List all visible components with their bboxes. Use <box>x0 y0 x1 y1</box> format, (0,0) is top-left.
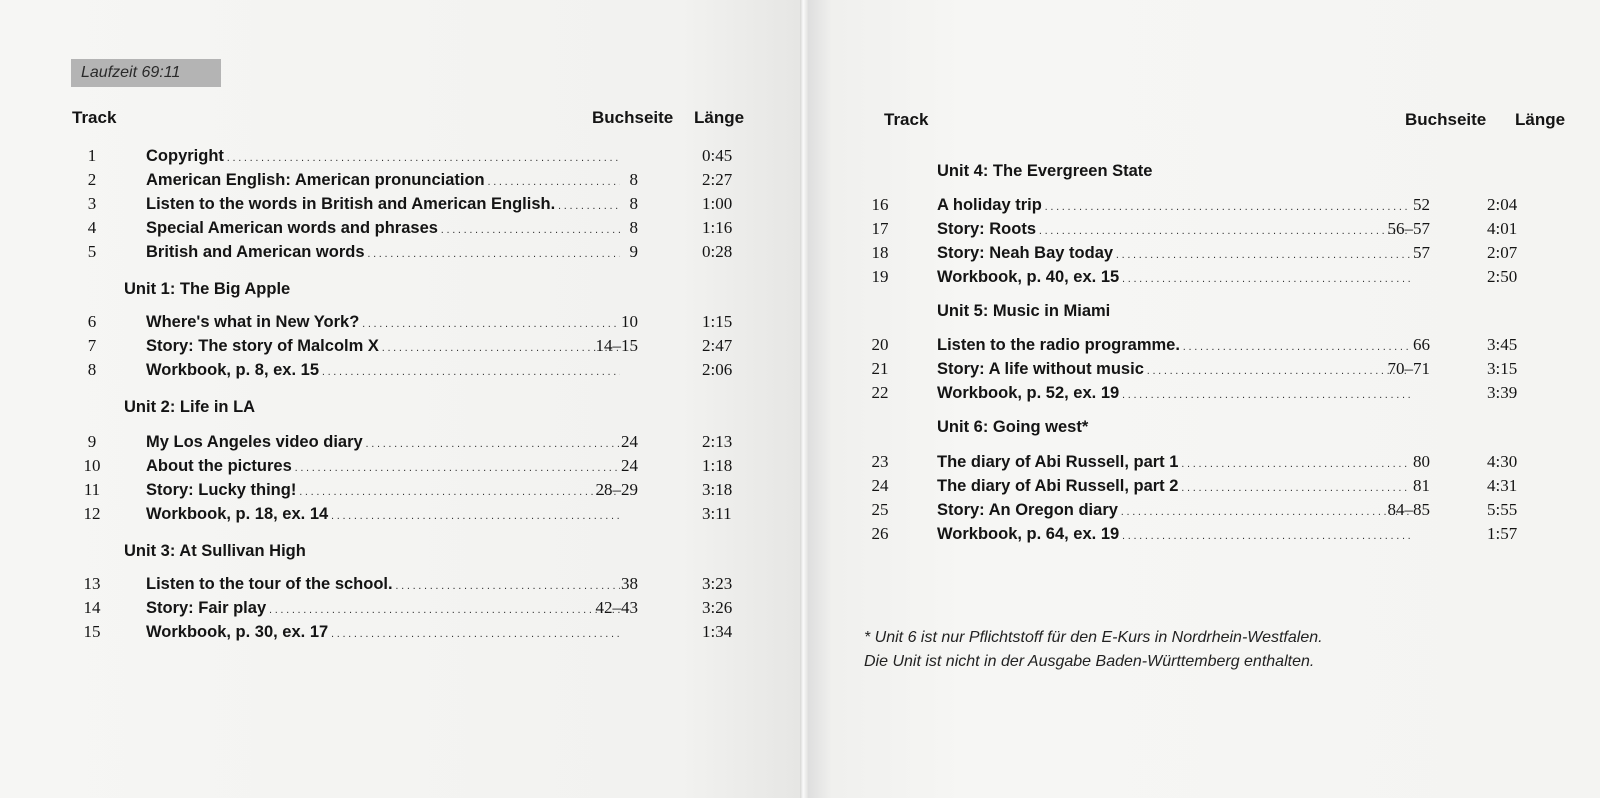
track-number: 23 <box>871 452 889 471</box>
track-number: 11 <box>83 480 101 499</box>
track-number: 14 <box>83 598 101 617</box>
track-number: 26 <box>871 524 889 543</box>
track-number: 9 <box>87 432 97 451</box>
track-title: Listen to the words in British and American English. . . . <box>146 192 620 218</box>
track-page: 8 <box>629 194 638 213</box>
track-number: 15 <box>83 622 101 641</box>
track-length: 2:47 <box>702 336 733 355</box>
footnote <box>864 626 1323 674</box>
track-page: 10 <box>621 312 638 331</box>
track-length: 1:34 <box>702 622 733 641</box>
track-title: Listen to the radio programme. . . . <box>937 333 1410 359</box>
track-length: 1:16 <box>702 218 733 237</box>
track-title: My Los Angeles video diary . . . <box>146 430 620 456</box>
track-number: 24 <box>871 476 889 495</box>
track-title: About the pictures . . . <box>146 454 620 480</box>
track-number: 25 <box>871 500 889 519</box>
track-number: 16 <box>871 195 889 214</box>
track-length: 2:06 <box>702 360 733 379</box>
track-number: 10 <box>83 456 101 475</box>
track-page: 9 <box>629 242 638 261</box>
track-page: 81 <box>1413 476 1430 495</box>
track-page: 80 <box>1413 452 1430 471</box>
track-number: 17 <box>871 219 889 238</box>
page-column-header: Buchseite <box>1405 110 1487 129</box>
track-column-header: Track <box>72 108 117 127</box>
track-number: 3 <box>87 194 97 213</box>
track-length: 2:13 <box>702 432 733 451</box>
track-length: 3:23 <box>702 574 733 593</box>
track-number: 1 <box>87 146 97 165</box>
footnote-line-1: * Unit 6 ist nur Pflichtstoff für den E-Kurs in Nordrhein-Westfalen. <box>864 629 1323 646</box>
track-title: Listen to the tour of the school. . . . <box>146 572 620 598</box>
track-number: 2 <box>87 170 97 189</box>
track-length: 3:26 <box>702 598 733 617</box>
track-title: American English: American pronunciation . . . <box>146 168 620 194</box>
track-number: 18 <box>871 243 889 262</box>
unit-heading: Unit 1: The Big Apple <box>124 280 291 298</box>
unit-heading: Unit 5: Music in Miami <box>937 302 1111 320</box>
track-title: Where's what in New York? . . . <box>146 310 620 336</box>
track-length: 4:30 <box>1487 452 1518 471</box>
track-page: 28–29 <box>595 480 638 499</box>
track-length: 1:00 <box>702 194 733 213</box>
track-page: 66 <box>1413 335 1430 354</box>
track-column-header: Track <box>884 110 929 129</box>
track-number: 5 <box>87 242 97 261</box>
track-page: 8 <box>629 170 638 189</box>
track-number: 20 <box>871 335 889 354</box>
runtime-label: Laufzeit 69:11 <box>71 59 221 87</box>
track-number: 7 <box>87 336 97 355</box>
track-number: 21 <box>871 359 889 378</box>
track-title: The diary of Abi Russell, part 2 . . . <box>937 474 1410 500</box>
track-number: 6 <box>87 312 97 331</box>
unit-heading: Unit 3: At Sullivan High <box>124 542 306 560</box>
track-title: A holiday trip . . . <box>937 193 1410 219</box>
track-page: 56–57 <box>1387 219 1430 238</box>
track-title: Workbook, p. 30, ex. 17 . . . <box>146 620 620 646</box>
track-length: 2:50 <box>1487 267 1518 286</box>
track-title: Workbook, p. 52, ex. 19 . . . <box>937 381 1410 407</box>
track-length: 3:39 <box>1487 383 1518 402</box>
track-title: Copyright . . . <box>146 144 620 170</box>
track-title: Story: A life without music . . . <box>937 357 1410 383</box>
track-title: The diary of Abi Russell, part 1 . . . <box>937 450 1410 476</box>
track-number: 19 <box>871 267 889 286</box>
footnote-line-2: Die Unit ist nicht in der Ausgabe Baden-Württemberg enthalten. <box>864 653 1315 670</box>
track-number: 12 <box>83 504 101 523</box>
track-title: Story: Roots . . . <box>937 217 1410 243</box>
track-length: 2:27 <box>702 170 733 189</box>
track-page: 24 <box>621 432 638 451</box>
track-length: 4:31 <box>1487 476 1518 495</box>
length-column-header: Länge <box>694 108 745 127</box>
track-length: 4:01 <box>1487 219 1518 238</box>
track-title: Workbook, p. 64, ex. 19 . . . <box>937 522 1410 548</box>
length-column-header: Länge <box>1515 110 1566 129</box>
right-page <box>808 0 1600 798</box>
track-title: Story: An Oregon diary . . . <box>937 498 1410 524</box>
track-page: 14–15 <box>595 336 638 355</box>
track-title: Workbook, p. 8, ex. 15 . . . <box>146 358 620 384</box>
track-length: 1:15 <box>702 312 733 331</box>
track-title: Story: Fair play . . . <box>146 596 620 622</box>
track-number: 4 <box>87 218 97 237</box>
track-page: 8 <box>629 218 638 237</box>
track-title: Story: Neah Bay today . . . <box>937 241 1410 267</box>
track-number: 13 <box>83 574 101 593</box>
track-page: 70–71 <box>1387 359 1430 378</box>
track-length: 1:57 <box>1487 524 1518 543</box>
track-page: 24 <box>621 456 638 475</box>
track-length: 0:45 <box>702 146 733 165</box>
page-column-header: Buchseite <box>592 108 674 127</box>
page-fold <box>800 0 808 798</box>
track-length: 2:07 <box>1487 243 1518 262</box>
track-page: 38 <box>621 574 638 593</box>
track-title: Story: The story of Malcolm X . . . <box>146 334 620 360</box>
track-length: 5:55 <box>1487 500 1518 519</box>
track-page: 52 <box>1413 195 1430 214</box>
track-length: 3:45 <box>1487 335 1518 354</box>
unit-heading: Unit 4: The Evergreen State <box>937 162 1153 180</box>
unit-heading: Unit 6: Going west* <box>937 418 1089 436</box>
track-title: Workbook, p. 18, ex. 14 . . . <box>146 502 620 528</box>
track-length: 3:11 <box>702 504 732 523</box>
track-length: 2:04 <box>1487 195 1518 214</box>
track-length: 3:15 <box>1487 359 1518 378</box>
track-length: 3:18 <box>702 480 733 499</box>
track-title: Special American words and phrases . . . <box>146 216 620 242</box>
track-title: Story: Lucky thing! . . . <box>146 478 620 504</box>
track-length: 1:18 <box>702 456 733 475</box>
track-number: 8 <box>87 360 97 379</box>
track-page: 57 <box>1413 243 1430 262</box>
track-title: Workbook, p. 40, ex. 15 . . . <box>937 265 1410 291</box>
track-number: 22 <box>871 383 889 402</box>
unit-heading: Unit 2: Life in LA <box>124 398 256 416</box>
track-length: 0:28 <box>702 242 733 261</box>
track-page: 84–85 <box>1387 500 1430 519</box>
track-title: British and American words . . . <box>146 240 620 266</box>
track-page: 42–43 <box>595 598 638 617</box>
